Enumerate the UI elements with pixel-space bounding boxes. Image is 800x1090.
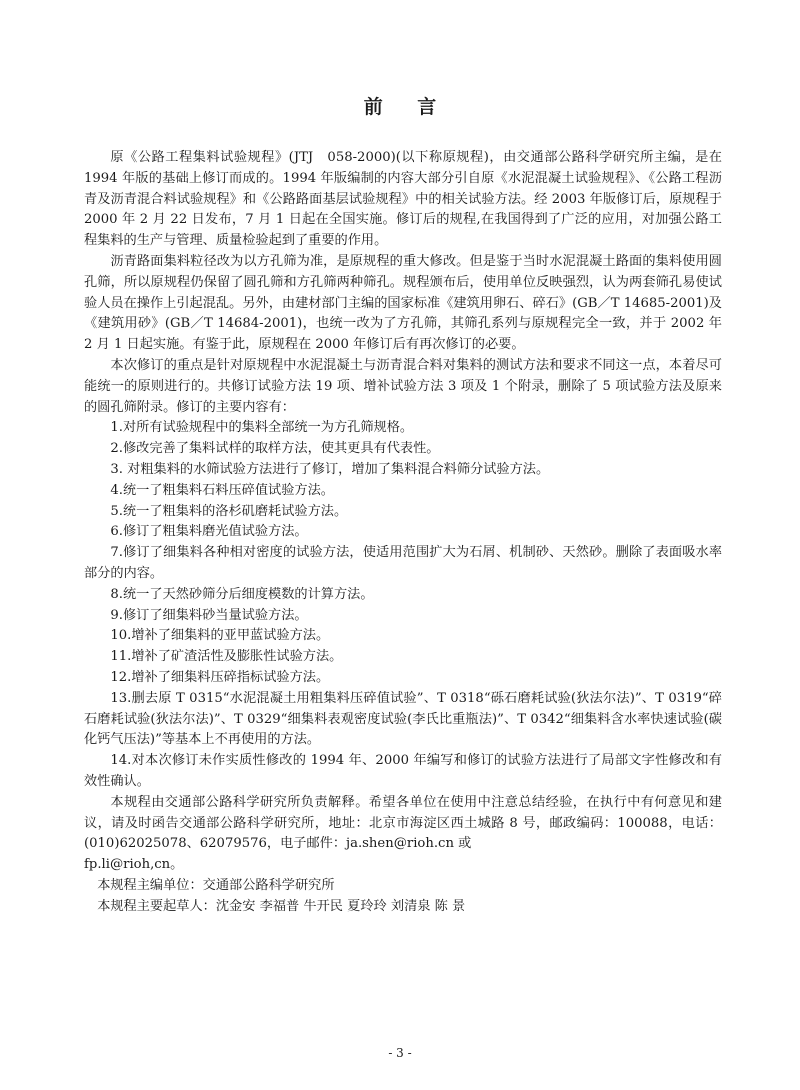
revision-item-6: 6.修订了粗集料磨光值试验方法。 — [110, 524, 308, 540]
revision-item-8: 8.统一了天然砂筛分后细度模数的计算方法。 — [110, 586, 374, 602]
revision-item-4: 4.统一了粗集料石料压碎值试验方法。 — [110, 482, 334, 498]
paragraph-contact: 本规程由交通部公路科学研究所负责解释。希望各单位在使用中注意总结经验，在执行中有何意见和建议，请及时函告交通部公路科学研究所，地址：北京市海淀区西土城路 8 号，邮政编码：100088，电话：(010)62025078、62079576，电子邮件：ja.shen@rioh.cn 或 — [84, 794, 722, 852]
paragraph-history: 原《公路工程集料试验规程》(JTJ 058-2000)(以下称原规程)，由交通部公路科学研究所主编，是在 1994 年版的基础上修订而成的。1994 年版编制的内容大部分引自原《水泥混凝土试验规程》、《公路工程沥青及沥青混合料试验规程》和《公路路面基层试验规程》中的相关试验方法。经 2003 年版修订后，原规程于 2000 年 2 月 22 日发布，7 月 1 日起在全国实施。修订后的规程,在我国得到了广泛的应用，对加强公路工程集料的生产与管理、质量检验起到了重要的作用。 — [84, 150, 722, 249]
page-number: - 3 - — [388, 1046, 412, 1060]
main-drafters: 本规程主要起草人：沈金安 李福普 牛开民 夏玲玲 刘清泉 陈 景 — [97, 898, 466, 914]
revision-item-7: 7.修订了细集料各种相对密度的试验方法，使适用范围扩大为石屑、机制砂、天然砂。删除了表面吸水率部分的内容。 — [84, 545, 722, 581]
paragraph-revision-focus: 本次修订的重点是针对原规程中水泥混凝土与沥青混合料对集料的测试方法和要求不同这一点，本着尽可能统一的原则进行的。共修订试验方法 19 项、增补试验方法 3 项及 1 个附录，删除了 5 项试验方法及原来的圆孔筛附录。修订的主要内容有： — [84, 357, 722, 415]
revision-item-1: 1.对所有试验规程中的集料全部统一为方孔筛规格。 — [110, 420, 414, 436]
contact-email-continuation: fp.li@rioh,cn。 — [84, 857, 184, 873]
revision-item-11: 11.增补了矿渣活性及膨胀性试验方法。 — [110, 649, 343, 665]
chief-editor-unit: 本规程主编单位：交通部公路科学研究所 — [97, 877, 335, 893]
revision-item-3: 3. 对粗集料的水筛试验方法进行了修订，增加了集料混合料筛分试验方法。 — [110, 461, 550, 477]
revision-item-14: 14.对本次修订未作实质性修改的 1994 年、2000 年编写和修订的试验方法进行了局部文字性修改和有效性确认。 — [84, 753, 722, 789]
revision-item-9: 9.修订了细集料砂当量试验方法。 — [110, 607, 308, 623]
revision-item-10: 10.增补了细集料的亚甲蓝试验方法。 — [110, 628, 330, 644]
revision-item-5: 5.统一了粗集料的洛杉矶磨耗试验方法。 — [110, 503, 348, 519]
paragraph-sieve-change: 沥青路面集料粒径改为以方孔筛为准，是原规程的重大修改。但是鉴于当时水泥混凝土路面的集料使用圆孔筛，所以原规程仍保留了圆孔筛和方孔筛两种筛孔。规程颁布后，使用单位反映强烈，认为两套筛孔易使试验人员在操作上引起混乱。另外，由建材部门主编的国家标准《建筑用卵石、碎石》(GB／T 14685-2001)及《建筑用砂》(GB／T 14684-2001)，也统一改为了方孔筛，其筛孔系列与原规程完全一致，并于 2002 年 2 月 1 日起实施。有鉴于此，原规程在 2000 年修订后有再次修订的必要。 — [84, 253, 722, 353]
revision-item-2: 2.修改完善了集料试样的取样方法，使其更具有代表性。 — [110, 441, 440, 457]
revision-item-13: 13.删去原 T 0315“水泥混凝土用粗集料压碎值试验”、T 0318“砾石磨耗试验(狄法尔法)”、T 0319“碎石磨耗试验(狄法尔法)”、T 0329“细集料表观密度试验(李氏比重瓶法)”、T 0342“细集料含水率快速试验(碳化钙气压法)”等基本上不再使用的方法。 — [84, 690, 722, 748]
preface-body — [84, 148, 722, 917]
page-title: 前 言 — [363, 96, 451, 118]
revision-item-12: 12.增补了细集料压碎指标试验方法。 — [110, 669, 330, 685]
